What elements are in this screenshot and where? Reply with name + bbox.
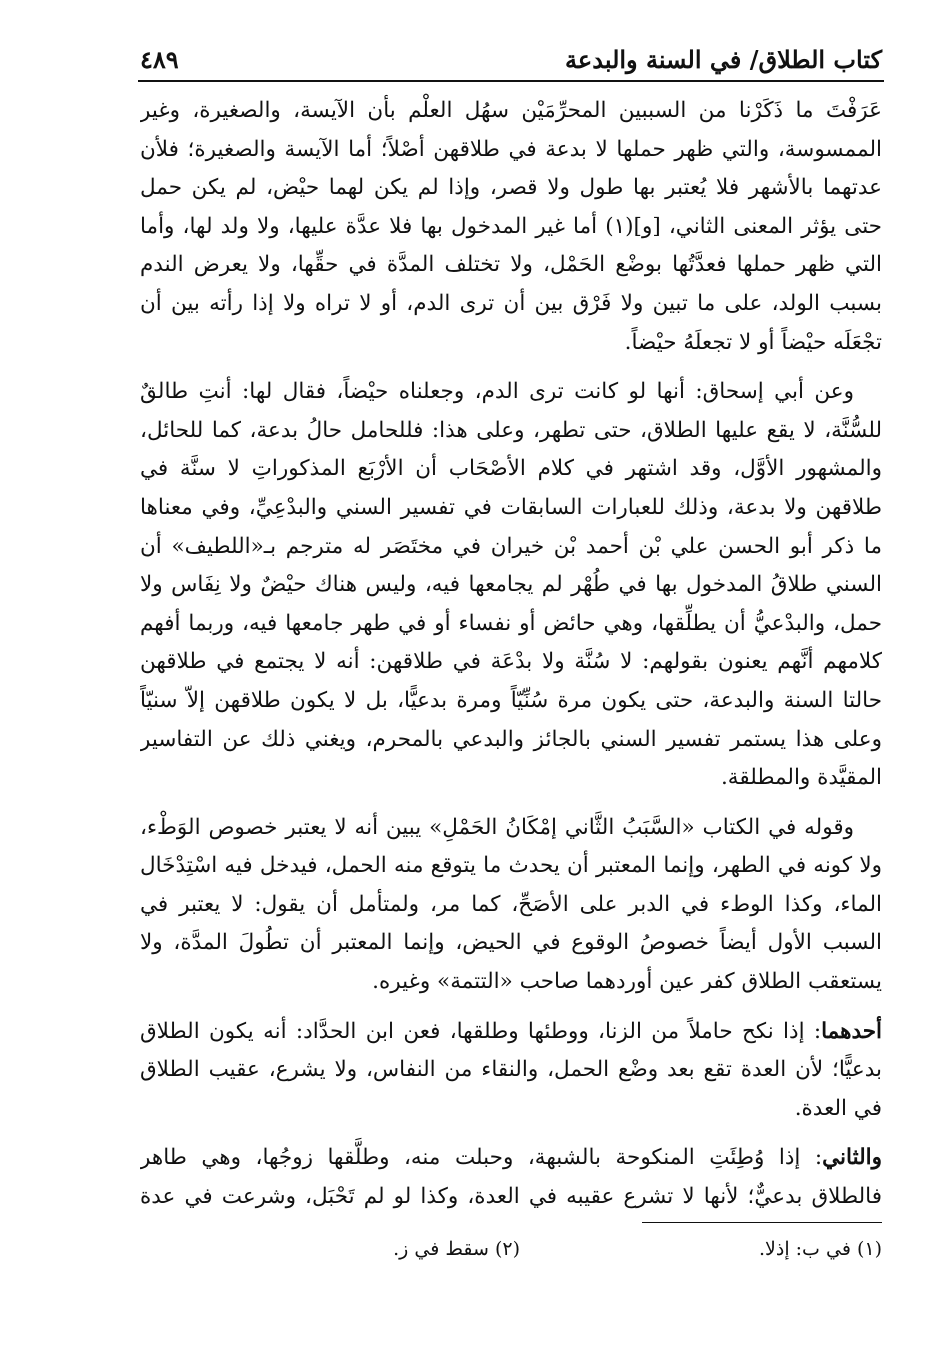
paragraph-3 (140, 809, 882, 1002)
paragraph-text: وعن أبي إسحاق: أنها لو كانت ترى الدم، وجعلناه حيْضاً، فقال لها: أنتِ طالقٌ للسُّنَّة، لا يقع عليها الطلاق، حتى تطهر، وعلى هذا: فللحامل حالُ بدعة، كما للحائل، والمشهور الأوَّل، وقد اشتهر في كلام الأصْحَاب أن الأرْبَع المذكوراتِ لا سنَّة في طلاقهن ولا بدعة، وذلك للعبارات السابقات في تفسير السني والبدْعِيِّ، وفي معناها ما ذكر أبو الحسن علي بْن أحمد بْن خيران في مختَصَر له مترجم بـ«اللطيف» أن السني طلاقُ المدخول بها في طُهْر لم يجامعها فيه، وليس هناك حيْضٌ ولا نِفَاس ولا حمل، والبدْعيُّ أن يطلِّقها، وهي حائض أو نفساء أو في طهر جامعها فيه، وربما أفهم كلامهم أنَّهم يعنون بقولهم: لا سُنَّة ولا بدْعَة في طلاقهن: أنه لا يجتمع في طلاقهن حالتا السنة والبدعة، حتى يكون مرة سُنِّيّاً ومرة بدعيًّا، بل لا يكون طلاقهن إلاّ سنيّاً وعلى هذا يستمر تفسير السني بالجائز والبدعي بالمحرم، ويغني ذلك عن التفاسير المقيَّدة والمطلقة. (140, 379, 882, 791)
paragraph-lead: والثاني (822, 1145, 882, 1171)
paragraph-text: : إذا وُطِئَتِ المنكوحة بالشبهة، وحبلت منه، وطلَّقها زوجُها، وهي طاهر فالطلاق بدعيٌّ؛ لأنها لا تشرع عقيبه في العدة، وكذا لو لم تَحْبَل، وشرعت في عدة (140, 1145, 882, 1210)
paragraph-text: عَرَفْتَ ما ذَكَرْنا من السببين المحرِّمَيْن سهُل العلْم بأن الآيسة، والصغيرة، وغير الممسوسة، والتي ظهر حملها لا بدعة في طلاقهن أصْلاً؛ أما الآيسة والصغيرة؛ فلأن عدتهما بالأشهر فلا يُعتبر بها طول ولا قصر، وإذا لم يكن لهما حيْض، لم يكن حمل حتى يؤثر المعنى الثاني، [و](١) أما غير المدخول بها فلا عدَّة عليها، ولا ولد لها، وأما التي ظهر حملها فعدَّتُها بوضْع الحَمْل، ولا تختلف المدَّة في حقِّها، ولا يعرض الندم بسبب الولد، على ما تبين ولا فَرْق بين أن ترى الدم، أو لا تراه ولا إذا رأته بين أن تجْعَلَه حيْضاً أو لا تجعلَهُ حيْضاً. (140, 98, 882, 355)
paragraph-2 (140, 373, 882, 798)
header-divider (138, 80, 884, 82)
paragraph-5 (140, 1139, 882, 1212)
main-text (140, 92, 882, 1212)
paragraph-lead: أحدهما (821, 1018, 882, 1044)
paragraph-text: وقوله في الكتاب «السَّبَبُ الثَّاني إمْكَانُ الحَمْلِ» يبين أنه لا يعتبر خصوص الوَطْء، ولا كونه في الطهر، وإنما المعتبر أن يحدث ما يتوقع منه الحمل، فيدخل فيه اسْتِدْخَال الماء، وكذا الوطء في الدبر على الأصَحِّ، كما مر، ولمتأمل أن يقول: لا يعتبر في السبب الأول أيضاً خصوصُ الوقوع في الحيض، وإنما المعتبر أن تطُولَ المدَّة، ولا يستعقب الطلاق كفر عين أوردهما صاحب «التتمة» وغيره. (140, 814, 882, 995)
footnotes (140, 1234, 882, 1270)
footnote-divider (642, 1222, 882, 1223)
page-header (140, 40, 882, 74)
paragraph-text: : إذا نكح حاملاً من الزنا، ووطئها وطلقها، فعن ابن الحدَّاد: أنه يكون الطلاق بدعيًّا؛ لأن العدة تقع بعد وضْع الحمل، والنقاء من النفاس، ولا يشرع، عقيب الطلاق في العدة. (140, 1018, 882, 1121)
paragraph-4 (140, 1013, 882, 1129)
page-number: ٤٨٩ (140, 45, 179, 74)
running-title: كتاب الطلاق/ في السنة والبدعة (565, 45, 882, 74)
paragraph-1 (140, 92, 882, 362)
footnote-2: (٢) سقط في ز. (393, 1238, 520, 1260)
footnote-1: (١) في ب: إذلا. (759, 1238, 882, 1260)
